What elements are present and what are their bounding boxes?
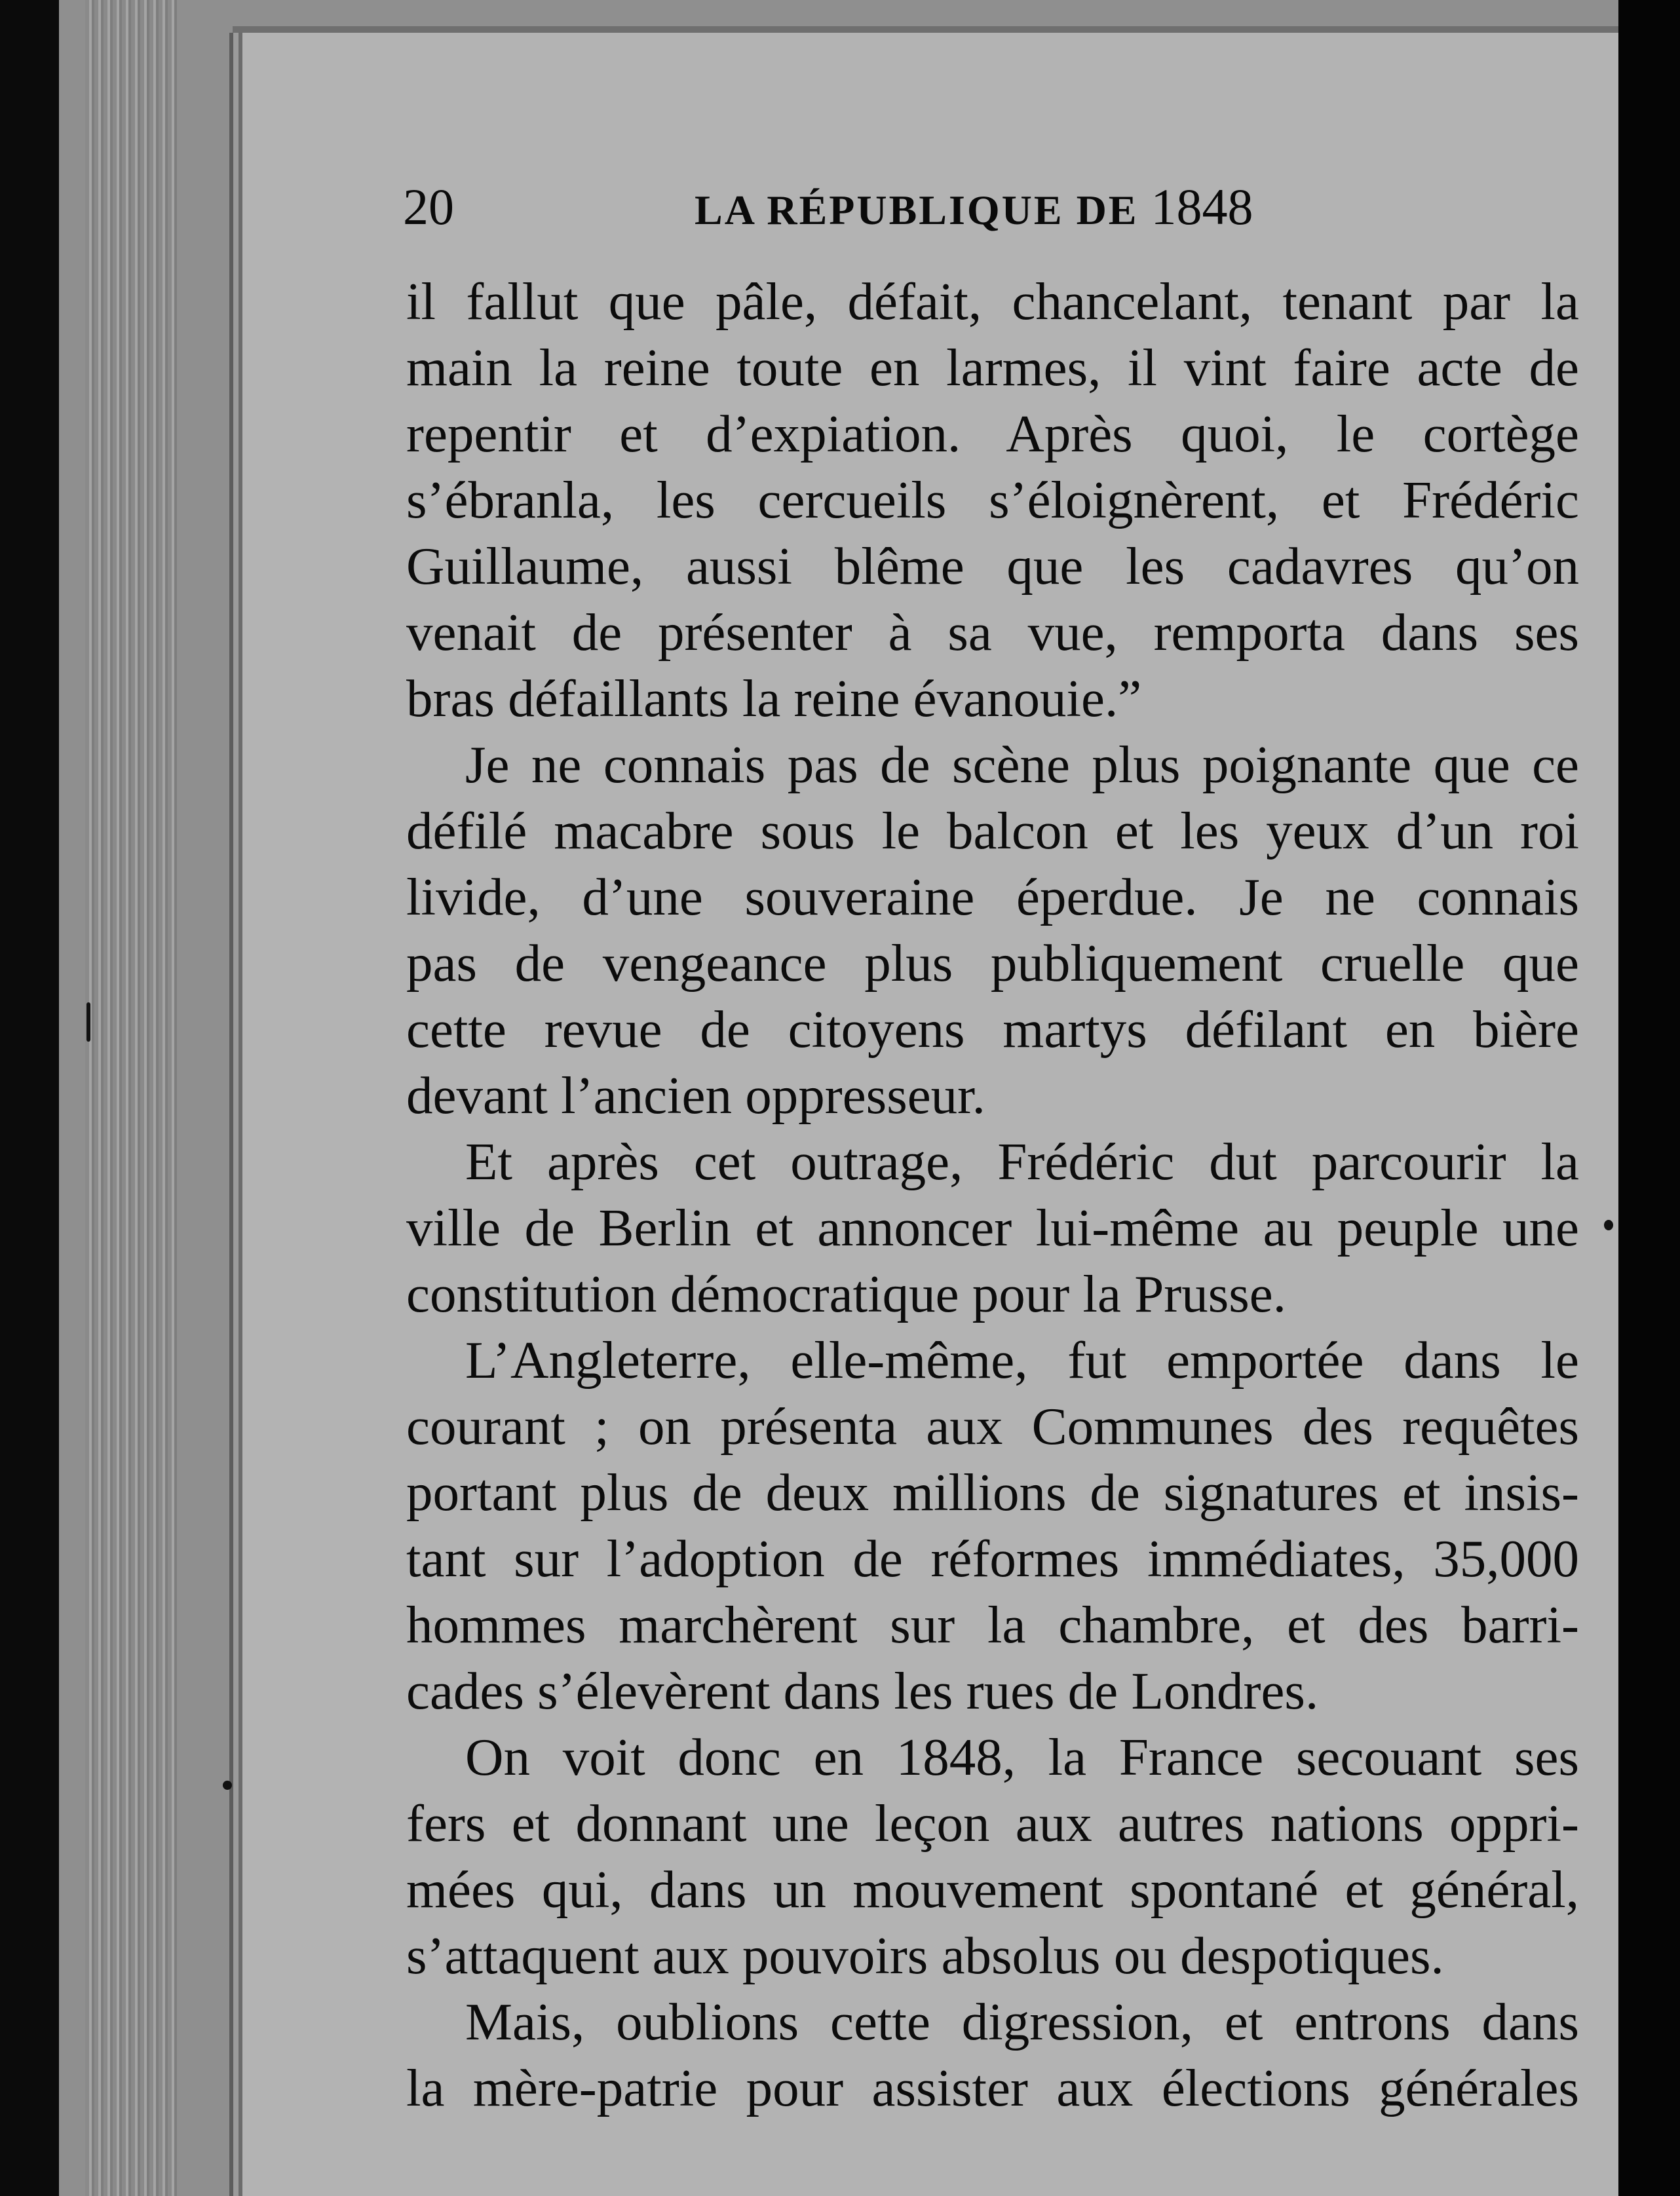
text-line: s’attaquent aux pouvoirs absolus ou despotiques. bbox=[406, 1926, 1444, 1985]
text-line: mées qui, dans un mouvement spontané et général, bbox=[406, 1860, 1579, 1919]
text-line: bras défaillants la reine évanouie.” bbox=[406, 669, 1142, 728]
text-line: portant plus de deux millions de signatures et insis- bbox=[406, 1463, 1579, 1522]
text-line: repentir et d’expiation. Après quoi, le cortège bbox=[406, 404, 1579, 463]
scan-speck bbox=[223, 1781, 232, 1790]
running-title-text: LA RÉPUBLIQUE DE bbox=[695, 187, 1139, 233]
text-line: On voit donc en 1848, la France secouant ses bbox=[465, 1728, 1579, 1787]
text-line: la mère-patrie pour assister aux élections générales bbox=[406, 2058, 1579, 2117]
text-line: courant ; on présenta aux Communes des requêtes bbox=[406, 1397, 1579, 1456]
scan-speck bbox=[1604, 1220, 1613, 1230]
running-title-year: 1848 bbox=[1151, 178, 1253, 235]
text-line: ville de Berlin et annoncer lui-même au peuple une bbox=[406, 1198, 1579, 1257]
text-line: tant sur l’adoption de réformes immédiates, 35,000 bbox=[406, 1529, 1579, 1588]
text-line: constitution démocratique pour la Prusse. bbox=[406, 1264, 1286, 1323]
body-text bbox=[406, 269, 1579, 2121]
text-line: L’Angleterre, elle-même, fut emportée dans le bbox=[465, 1331, 1579, 1390]
text-line: hommes marchèrent sur la chambre, et des barri- bbox=[406, 1595, 1579, 1654]
scan-speck bbox=[86, 1002, 90, 1042]
page-number: 20 bbox=[403, 178, 454, 235]
text-line: pas de vengeance plus publiquement cruelle que bbox=[406, 934, 1579, 993]
text-line: Mais, oublions cette digression, et entrons dans bbox=[465, 1992, 1579, 2051]
text-line: cette revue de citoyens martys défilant en bière bbox=[406, 1000, 1579, 1059]
text-line: cades s’élevèrent dans les rues de Londres. bbox=[406, 1661, 1319, 1720]
text-line: venait de présenter à sa vue, remporta dans ses bbox=[406, 603, 1579, 662]
text-line: main la reine toute en larmes, il vint faire acte de bbox=[406, 338, 1579, 397]
text-line: livide, d’une souveraine éperdue. Je ne connais bbox=[406, 867, 1579, 926]
text-line: devant l’ancien oppresseur. bbox=[406, 1066, 985, 1125]
text-line: Guillaume, aussi blême que les cadavres qu’on bbox=[406, 537, 1579, 596]
text-line: Je ne connais pas de scène plus poignante que ce bbox=[465, 735, 1579, 794]
scan-border bbox=[1618, 0, 1680, 2196]
running-title bbox=[695, 176, 1253, 242]
text-line: s’ébranla, les cercueils s’éloignèrent, et Frédéric bbox=[406, 470, 1579, 529]
text-line: fers et donnant une leçon aux autres nations oppri- bbox=[406, 1794, 1579, 1853]
text-line: il fallut que pâle, défait, chancelant, tenant par la bbox=[406, 272, 1579, 331]
text-line: défilé macabre sous le balcon et les yeux d’un roi bbox=[406, 801, 1579, 860]
text-line: Et après cet outrage, Frédéric dut parcourir la bbox=[465, 1132, 1579, 1191]
page-header bbox=[403, 176, 1294, 238]
